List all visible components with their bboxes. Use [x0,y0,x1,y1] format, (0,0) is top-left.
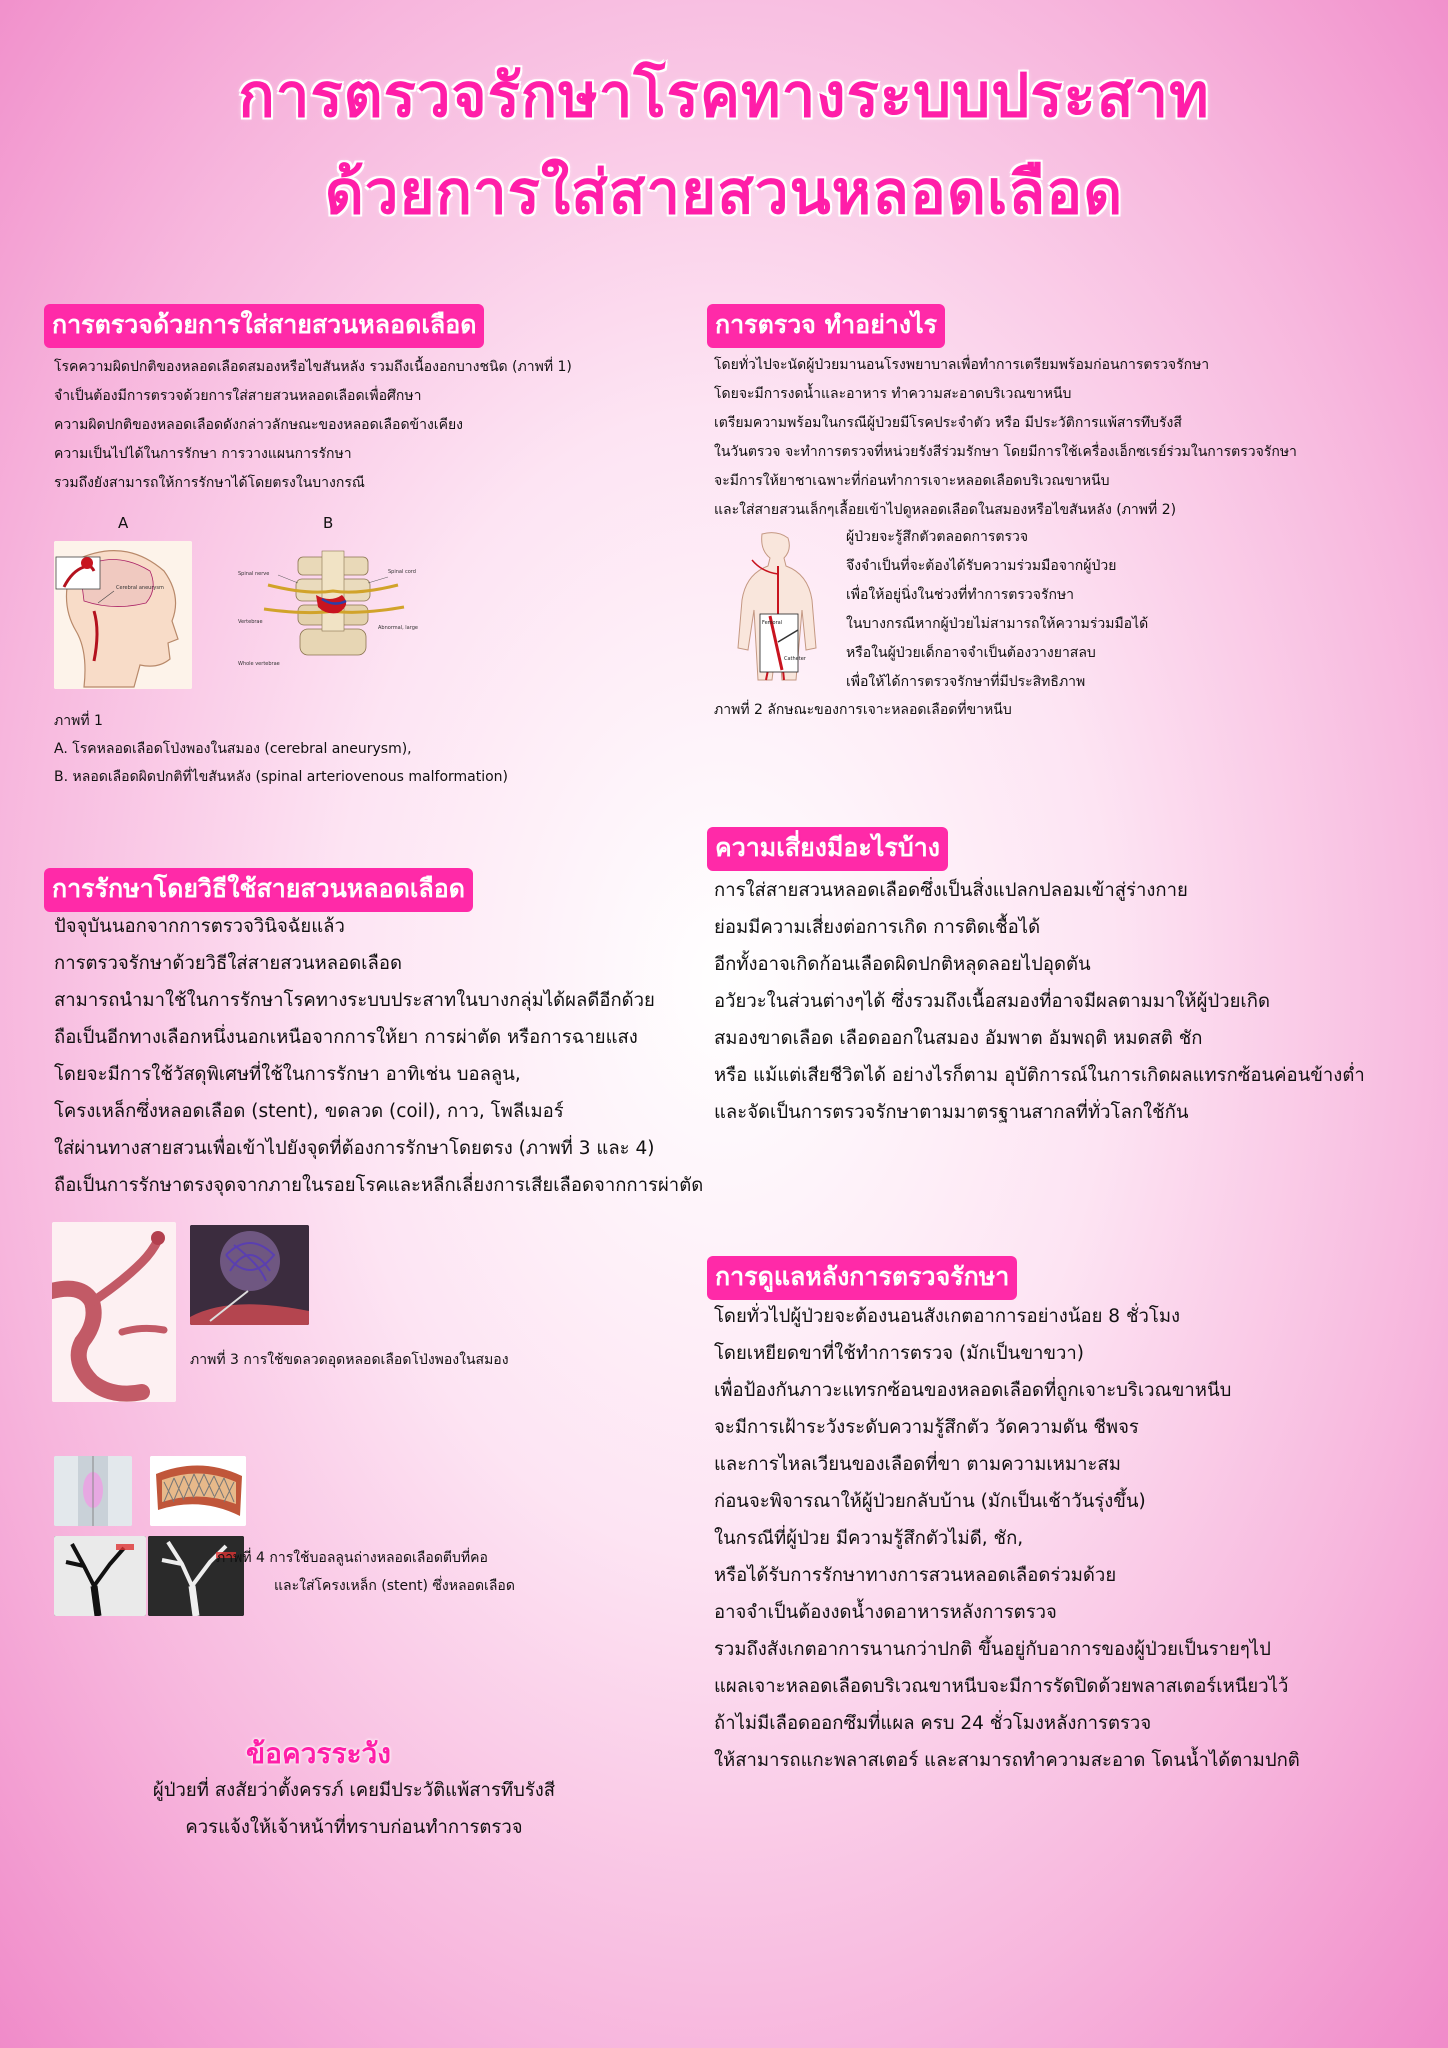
svg-text:Cerebral aneurysm: Cerebral aneurysm [116,585,164,591]
sec2-indented-paragraph [846,523,1148,697]
text-line: โดยทั่วไปผู้ป่วยจะต้องนอนสังเกตอาการอย่างน้อย 8 ชั่วโมง [714,1306,1181,1327]
figure-label-b: B [323,514,334,532]
page-title-line-2: ด้วยการใส่สายสวนหลอดเลือด [324,158,1124,228]
text-line: และใส่สายสวนเล็กๆเลื้อยเข้าไปดูหลอดเลือดในสมองหรือไขสันหลัง (ภาพที่ 2) [714,502,1177,518]
text-line: ใส่ผ่านทางสายสวนเพื่อเข้าไปยังจุดที่ต้องการรักษาโดยตรง (ภาพที่ 3 และ 4) [54,1138,655,1159]
text-line: โดยจะมีการใช้วัสดุพิเศษที่ใช้ในการรักษา อาทิเช่น บอลลูน, [54,1064,521,1085]
text-line: จะมีการเฝ้าระวังระดับความรู้สึกตัว วัดความดัน ชีพจร [714,1417,1139,1438]
text-line: ควรแจ้งให้เจ้าหน้าที่ทราบก่อนทำการตรวจ [185,1817,523,1838]
caption-line: และใส่โครงเหล็ก (stent) ซึ่งหลอดเลือด [274,1578,515,1594]
figure-2-caption [714,696,1012,724]
text-line: ในกรณีที่ผู้ป่วย มีความรู้สึกตัวไม่ดี, ชัก, [714,1528,1024,1549]
text-line: อวัยวะในส่วนต่างๆได้ ซึ่งรวมถึงเนื้อสมองที่อาจมีผลตามมาให้ผู้ป่วยเกิด [714,991,1270,1012]
text-line: โครงเหล็กซึ่งหลอดเลือด (stent), ขดลวด (coil), กาว, โพลีเมอร์ [54,1101,564,1122]
figure-4-stent [150,1456,246,1526]
figure-4-balloon [54,1456,132,1526]
text-line: หรือ แม้แต่เสียชีวิตได้ อย่างไรก็ตาม อุบัติการณ์ในการเกิดผลแทรกซ้อนค่อนข้างต่ำ [714,1065,1365,1086]
figure-3-caption [190,1346,509,1374]
text-line: โดยทั่วไปจะนัดผู้ป่วยมานอนโรงพยาบาลเพื่อทำการเตรียมพร้อมก่อนการตรวจรักษา [714,357,1210,373]
figure-label-a: A [118,514,129,532]
svg-text:Abnormal, large: Abnormal, large [378,625,418,631]
text-line: จะมีการให้ยาชาเฉพาะที่ก่อนทำการเจาะหลอดเลือดบริเวณขาหนีบ [714,473,1110,489]
text-line: เพื่อให้อยู่นิ่งในช่วงที่ทำการตรวจรักษา [846,587,1075,603]
text-line: การใส่สายสวนหลอดเลือดซึ่งเป็นสิ่งแปลกปลอมเข้าสู่ร่างกาย [714,880,1188,901]
caption-line: A. โรคหลอดเลือดโป่งพองในสมอง (cerebral aneurysm), [54,741,412,757]
text-line: โดยเหยียดขาที่ใช้ทำการตรวจ (มักเป็นขาขวา) [714,1343,1084,1364]
svg-text:Vertebrae: Vertebrae [238,619,263,625]
text-line: โรคความผิดปกติของหลอดเลือดสมองหรือไขสันหลัง รวมถึงเนื้องอกบางชนิด (ภาพที่ 1) [54,359,572,375]
figure-3-coil-closeup [190,1225,309,1325]
text-line: และจัดเป็นการตรวจรักษาตามมาตรฐานสากลที่ทั่วโลกใช้กัน [714,1102,1189,1123]
text-line: เพื่อป้องกันภาวะแทรกซ้อนของหลอดเลือดที่ถูกเจาะบริเวณขาหนีบ [714,1380,1232,1401]
text-line: ในวันตรวจ จะทำการตรวจที่หน่วยรังสีร่วมรักษา โดยมีการใช้เครื่องเอ็กซเรย์ร่วมในการตรวจรักษา [714,444,1297,460]
text-line: ในบางกรณีหากผู้ป่วยไม่สามารถให้ความร่วมมือได้ [846,616,1149,632]
sec6-paragraph [0,1772,708,1846]
sec3-paragraph [54,908,703,1204]
figure-1b-spinal-avm [238,545,430,683]
section-heading-aftercare: การดูแลหลังการตรวจรักษา [707,1256,1017,1300]
sec5-paragraph [714,1298,1300,1779]
caption-line: B. หลอดเลือดผิดปกติที่ไขสันหลัง (spinal arteriovenous malformation) [54,769,509,785]
text-line: ความเป็นไปได้ในการรักษา การวางแผนการรักษา [54,446,352,462]
sec4-paragraph [714,872,1365,1131]
svg-text:Catheter: Catheter [784,656,806,662]
text-line: ก่อนจะพิจารณาให้ผู้ป่วยกลับบ้าน (มักเป็นเช้าวันรุ่งขึ้น) [714,1491,1146,1512]
text-line: รวมถึงสังเกตอาการนานกว่าปกติ ขึ้นอยู่กับอาการของผู้ป่วยเป็นรายๆไป [714,1639,1271,1660]
figure-1a-brain-aneurysm [54,541,192,689]
figure-3-artery-coil [52,1222,176,1402]
text-line: จึงจำเป็นที่จะต้องได้รับความร่วมมือจากผู้ป่วย [846,558,1117,574]
caption-line: ภาพที่ 2 ลักษณะของการเจาะหลอดเลือดที่ขาหนีบ [714,702,1012,718]
section-heading-risks: ความเสี่ยงมีอะไรบ้าง [707,827,948,871]
figure-4-angiogram-before [54,1536,146,1616]
text-line: สามารถนำมาใช้ในการรักษาโรคทางระบบประสาทในบางกลุ่มได้ผลดีอีกด้วย [54,990,655,1011]
text-line: การตรวจรักษาด้วยวิธีใส่สายสวนหลอดเลือด [54,953,402,974]
text-line: หรือได้รับการรักษาทางการสวนหลอดเลือดร่วมด้วย [714,1565,1117,1586]
caption-line: ภาพที่ 4 การใช้บอลลูนถ่างหลอดเลือดตีบที่คอ [216,1550,488,1566]
text-line: อาจจำเป็นต้องงดน้ำงดอาหารหลังการตรวจ [714,1602,1057,1623]
svg-text:Spinal nerve: Spinal nerve [238,571,270,577]
svg-text:Femoral: Femoral [762,620,783,626]
text-line: ผู้ป่วยที่ สงสัยว่าตั้งครรภ์ เคยมีประวัติแพ้สารทึบรังสี [152,1780,556,1801]
caption-line: ภาพที่ 1 [54,713,103,729]
figure-1-caption [54,707,508,791]
text-line: แผลเจาะหลอดเลือดบริเวณขาหนีบจะมีการรัดปิดด้วยพลาสเตอร์เหนียวไว้ [714,1676,1289,1697]
text-line: รวมถึงยังสามารถให้การรักษาได้โดยตรงในบางกรณี [54,475,365,491]
svg-text:Whole vertebrae: Whole vertebrae [238,661,280,667]
text-line: ให้สามารถแกะพลาสเตอร์ และสามารถทำความสะอาด โดนน้ำได้ตามปกติ [714,1750,1300,1771]
figure-4-caption [216,1544,515,1600]
text-line: ถือเป็นอีกทางเลือกหนึ่งนอกเหนือจากการให้ยา การผ่าตัด หรือการฉายแสง [54,1027,638,1048]
text-line: เตรียมความพร้อมในกรณีผู้ป่วยมีโรคประจำตัว หรือ มีประวัติการแพ้สารทึบรังสี [714,415,1182,431]
text-line: ปัจจุบันนอกจากการตรวจวินิจฉัยแล้ว [54,916,345,937]
text-line: เพื่อให้ได้การตรวจรักษาที่มีประสิทธิภาพ [846,674,1086,690]
caption-line: ภาพที่ 3 การใช้ขดลวดอุดหลอดเลือดโป่งพองในสมอง [190,1352,509,1368]
text-line: อีกทั้งอาจเกิดก้อนเลือดผิดปกติหลุดลอยไปอุดตัน [714,954,1091,975]
text-line: ถ้าไม่มีเลือดออกซึมที่แผล ครบ 24 ชั่วโมงหลังการตรวจ [714,1713,1152,1734]
text-line: ความผิดปกติของหลอดเลือดดังกล่าวลักษณะของหลอดเลือดข้างเคียง [54,417,463,433]
section-heading-precautions: ข้อควรระวัง [246,1737,391,1770]
sec1-paragraph [54,353,572,498]
text-line: โดยจะมีการงดน้ำและอาหาร ทำความสะอาดบริเวณขาหนีบ [714,386,1072,402]
svg-text:Spinal cord: Spinal cord [388,569,416,575]
text-line: ย่อมมีความเสี่ยงต่อการเกิด การติดเชื้อได้ [714,917,1041,938]
text-line: สมองขาดเลือด เลือดออกในสมอง อัมพาต อัมพฤติ หมดสติ ชัก [714,1028,1203,1049]
section-heading-catheter-treatment: การรักษาโดยวิธีใช้สายสวนหลอดเลือด [44,868,473,912]
section-heading-catheter-exam: การตรวจด้วยการใส่สายสวนหลอดเลือด [44,304,484,348]
text-line: หรือในผู้ป่วยเด็กอาจจำเป็นต้องวางยาสลบ [846,645,1096,661]
text-line: และการไหลเวียนของเลือดที่ขา ตามความเหมาะสม [714,1454,1121,1475]
text-line: ถือเป็นการรักษาตรงจุดจากภายในรอยโรคและหลีกเลี่ยงการเสียเลือดจากการผ่าตัด [54,1175,704,1196]
section-heading-how-exam: การตรวจ ทำอย่างไร [707,304,945,348]
text-line: จำเป็นต้องมีการตรวจด้วยการใส่สายสวนหลอดเลือดเพื่อศึกษา [54,388,422,404]
page-title-line-1: การตรวจรักษาโรคทางระบบประสาท [238,61,1210,131]
figure-2-groin-puncture [722,530,832,686]
text-line: ผู้ป่วยจะรู้สึกตัวตลอดการตรวจ [846,529,1029,545]
sec2-paragraph [714,351,1297,525]
